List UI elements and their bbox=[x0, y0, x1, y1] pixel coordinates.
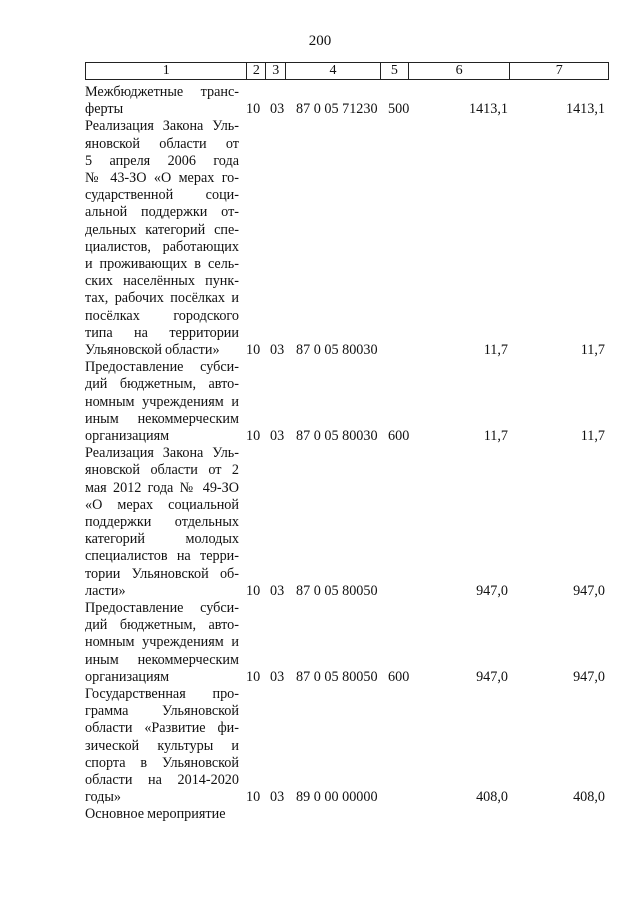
description-line: сударственной соци- bbox=[85, 187, 239, 204]
description-line: тах, рабочих посёлках и bbox=[85, 290, 239, 307]
subsection-code: 03 bbox=[270, 789, 285, 806]
description-line: годы» bbox=[85, 789, 121, 806]
description-line: Реализация Закона Уль- bbox=[85, 445, 239, 462]
amount-column-7: 947,0 bbox=[573, 582, 605, 599]
description-line: организациям bbox=[85, 428, 170, 444]
target-article-code: 87 0 05 80030 bbox=[296, 428, 378, 444]
description-line: ферты bbox=[85, 101, 124, 118]
page-number: 200 bbox=[308, 33, 332, 49]
description-line: яновской области от bbox=[85, 135, 239, 152]
description-line: 5 апреля 2006 года bbox=[85, 152, 239, 169]
description-line: ских населённых пунк- bbox=[85, 273, 239, 290]
section-code: 10 bbox=[246, 342, 261, 358]
section-code: 10 bbox=[246, 582, 261, 599]
description-line: дий бюджетным, авто- bbox=[85, 376, 239, 393]
amount-column-6: 408,0 bbox=[476, 789, 508, 806]
row-codes bbox=[0, 806, 640, 823]
target-article-code: 87 0 05 80050 bbox=[296, 582, 378, 599]
description-line: иным некоммерческим bbox=[85, 410, 239, 427]
description-line: тории Ульяновской об- bbox=[85, 565, 239, 582]
description-line: дельных категорий спе- bbox=[85, 221, 239, 238]
target-article-code: 89 0 00 00000 bbox=[296, 789, 378, 806]
description-line: и проживающих в сель- bbox=[85, 256, 239, 273]
description-line: посёлках городского bbox=[85, 307, 239, 324]
subsection-code: 03 bbox=[270, 582, 285, 599]
subsection-code: 03 bbox=[270, 428, 285, 444]
amount-column-7: 1413,1 bbox=[565, 101, 605, 118]
column-header-3: 3 bbox=[266, 63, 286, 79]
description-line: Ульяновской области» bbox=[85, 342, 220, 359]
row-description bbox=[85, 445, 239, 600]
description-line: «О мерах социальной bbox=[85, 496, 239, 513]
description-line: организациям bbox=[85, 668, 170, 685]
description-line: яновской области от 2 bbox=[85, 462, 239, 479]
section-code: 10 bbox=[246, 789, 261, 806]
description-line: № 43-ЗО «О мерах го- bbox=[85, 170, 239, 186]
column-header-4: 4 bbox=[286, 63, 381, 79]
section-code: 10 bbox=[246, 668, 261, 685]
description-line: Предоставление субси- bbox=[85, 600, 239, 616]
subsection-code: 03 bbox=[270, 668, 285, 685]
row-codes bbox=[0, 583, 640, 600]
description-line: грамма Ульяновской bbox=[85, 703, 239, 720]
amount-column-7: 408,0 bbox=[573, 789, 605, 806]
subsection-code: 03 bbox=[270, 101, 285, 118]
description-line: Реализация Закона Уль- bbox=[85, 118, 239, 135]
expense-type-code: 600 bbox=[388, 428, 410, 444]
description-line: ласти» bbox=[85, 582, 126, 599]
amount-column-6: 11,7 bbox=[483, 428, 508, 444]
description-line: специалистов на терри- bbox=[85, 548, 239, 565]
row-codes bbox=[0, 342, 640, 359]
row-codes bbox=[0, 669, 640, 686]
target-article-code: 87 0 05 71230 bbox=[296, 101, 378, 118]
amount-column-6: 947,0 bbox=[476, 668, 508, 685]
row-codes bbox=[0, 428, 640, 445]
description-line: типа на территории bbox=[85, 324, 239, 341]
description-line: дий бюджетным, авто- bbox=[85, 617, 239, 634]
amount-column-6: 11,7 bbox=[483, 342, 508, 358]
column-header-7: 7 bbox=[555, 63, 563, 78]
description-line: Основное мероприятие bbox=[85, 806, 226, 823]
table-column-header bbox=[85, 62, 609, 80]
description-line: категорий молодых bbox=[85, 531, 239, 548]
row-description bbox=[85, 118, 239, 359]
description-line: поддержки отдельных bbox=[85, 514, 239, 530]
description-line: Предоставление субси- bbox=[85, 359, 239, 376]
column-header-2: 2 bbox=[247, 63, 266, 79]
column-header-6: 6 bbox=[409, 63, 511, 79]
amount-column-7: 11,7 bbox=[580, 428, 605, 444]
description-line: спорта в Ульяновской bbox=[85, 754, 239, 771]
amount-column-6: 947,0 bbox=[476, 582, 508, 599]
expense-type-code: 600 bbox=[388, 668, 410, 685]
description-line: Государственная про- bbox=[85, 686, 239, 702]
amount-column-7: 11,7 bbox=[580, 342, 605, 358]
row-codes bbox=[0, 789, 640, 806]
description-line: альной поддержки от- bbox=[85, 204, 239, 221]
target-article-code: 87 0 05 80030 bbox=[296, 342, 378, 358]
expense-type-code: 500 bbox=[388, 101, 410, 118]
column-header-5: 5 bbox=[381, 63, 409, 79]
amount-column-7: 947,0 bbox=[573, 668, 605, 685]
target-article-code: 87 0 05 80050 bbox=[296, 668, 378, 685]
section-code: 10 bbox=[246, 101, 261, 118]
amount-column-6: 1413,1 bbox=[468, 101, 508, 118]
description-line: области на 2014-2020 bbox=[85, 772, 239, 789]
section-code: 10 bbox=[246, 428, 261, 444]
description-line: зической культуры и bbox=[85, 737, 239, 754]
subsection-code: 03 bbox=[270, 342, 285, 358]
description-line: циалистов, работающих bbox=[85, 238, 239, 255]
description-line: номным учреждениям и bbox=[85, 393, 239, 410]
description-line: Межбюджетные транс- bbox=[85, 84, 239, 100]
row-codes bbox=[0, 101, 640, 118]
description-line: области «Развитие фи- bbox=[85, 720, 239, 737]
description-line: мая 2012 года № 49-ЗО bbox=[85, 479, 239, 496]
column-header-1: 1 bbox=[86, 63, 247, 79]
description-line: номным учреждениям и bbox=[85, 634, 239, 651]
description-line: иным некоммерческим bbox=[85, 651, 239, 668]
